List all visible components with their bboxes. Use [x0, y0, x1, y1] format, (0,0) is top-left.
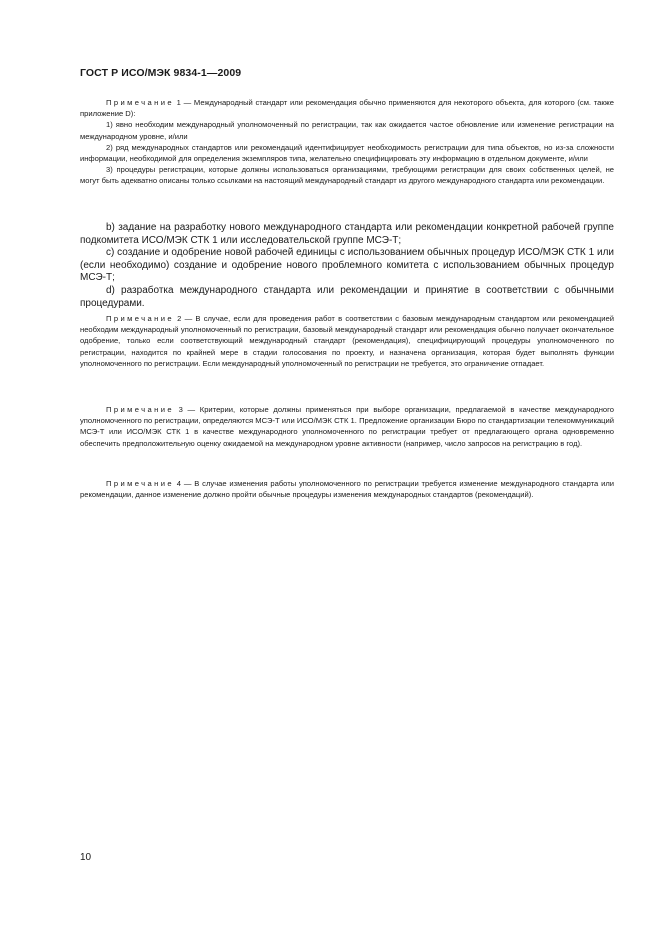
note-3-label: Примечание	[106, 405, 174, 414]
note-4	[80, 478, 614, 500]
standard-code-header: ГОСТ Р ИСО/МЭК 9834-1—2009	[80, 67, 242, 79]
note-1-label: Примечание	[106, 98, 174, 107]
note-2	[80, 313, 614, 369]
note-2-paragraph	[80, 313, 614, 369]
note-3	[80, 404, 614, 449]
note-2-number: 2 —	[177, 314, 196, 323]
note-1-item-2: 2) ряд международных стандартов или рекомендаций идентифицирует необходимость регистрации для типа объектов, но из-за сложности информации, необходимой для определения экземпляров типа, желательно специфицировать эту информацию в отдельном документе, и/или	[80, 142, 614, 164]
note-4-paragraph	[80, 478, 614, 500]
note-3-number: 3 —	[178, 405, 200, 414]
page-number: 10	[80, 852, 92, 863]
note-1-item-3: 3) процедуры регистрации, которые должны использоваться организациями, требующими регистрации для своих собственных целей, не могут быть адекватно описаны только ссылками на настоящий международный стандарт из другого международного стандарта или рекомендации.	[80, 165, 614, 186]
note-3-paragraph	[80, 404, 614, 449]
note-4-text: В случае изменения работы уполномоченного по регистрации требуется изменение международного стандарта или рекомендации, данное изменение должно пройти обычные процедуры изменения международных стандартов (рекомендаций).	[80, 479, 614, 500]
list-item-c: c) создание и одобрение новой рабочей единицы с использованием обычных процедур ИСО/МЭК СТК 1 или (если необходимо) создание и одобрение нового проблемного комитета с использованием обычных процедур МСЭ-Т;	[80, 247, 614, 284]
note-1	[80, 97, 614, 187]
note-3-text: Критерии, которые должны применяться при выборе организации, предлагаемой в качестве международного уполномоченного по регистрации, определяются МСЭ-Т или ИСО/МЭК СТК 1. Предложение организации Бюро по стандартизации телекоммуникаций МСЭ-Т или ИСО/МЭК СТК 1 в качестве международного уполномоченного по регистрации требует от предлагающего органа одновременно обеспечить предположительную оценку ожидаемой на международном уровне активности (например, число запросов на регистрацию в год).	[80, 405, 614, 448]
note-4-number: 4 —	[176, 479, 195, 488]
list-item-d: d) разработка международного стандарта или рекомендации и принятие в соответствии с обычными процедурами.	[80, 284, 614, 309]
note-4-label: Примечание	[106, 479, 174, 488]
note-1-intro	[80, 97, 614, 119]
note-2-text: В случае, если для проведения работ в соответствии с базовым международным стандартом или рекомендацией необходим международный уполномоченный по регистрации, базовый международный стандарт или рекомендация обычно получает окончательное одобрение, только если соответствующий международный стандарт (рекомендация), специфицирующий процедуры уполномоченного по регистрации, находится по крайней мере в стадии голосования по проекту, и назначена организация, которая будет выполнять функции уполномоченного по регистрации. Если международный уполномоченный по регистрации не требуется, это ограничение отпадает.	[80, 314, 614, 368]
note-1-number: 1 —	[176, 98, 194, 107]
main-list	[80, 222, 614, 310]
note-2-label: Примечание	[106, 314, 174, 323]
note-1-intro-text: Международный стандарт или рекомендация обычно применяются для некоторого объекта, для которого (см. также приложение D):	[80, 98, 614, 119]
list-item-b: b) задание на разработку нового международного стандарта или рекомендации конкретной рабочей группе подкомитета ИСО/МЭК СТК 1 или исследовательской группе МСЭ-Т;	[80, 222, 614, 246]
note-1-item-1: 1) явно необходим международный уполномоченный по регистрации, так как ожидается частое обновление или изменение регистрации на международном уровне, и/или	[80, 120, 614, 141]
